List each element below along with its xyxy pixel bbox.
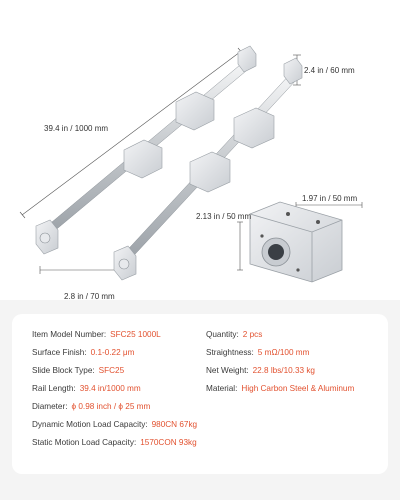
spec-block-type: Slide Block Type: SFC25 bbox=[32, 366, 125, 375]
support-height-label: 2.4 in / 60 mm bbox=[304, 66, 355, 75]
spec-rail-length: Rail Length: 39.4 in/1000 mm bbox=[32, 384, 141, 393]
spec-panel bbox=[12, 314, 388, 474]
end-support-right bbox=[284, 58, 302, 84]
spec-static-load: Static Motion Load Capacity: 1570CON 93kg bbox=[32, 438, 197, 447]
spec-material: Material: High Carbon Steel & Aluminum bbox=[206, 384, 355, 393]
slide-block-closeup bbox=[250, 202, 342, 282]
spec-straightness: Straightness: 5 mΩ/100 mm bbox=[206, 348, 310, 357]
spec-dynamic-load: Dynamic Motion Load Capacity: 980CN 67kg bbox=[32, 420, 198, 429]
spec-surface: Surface Finish: 0.1-0.22 μm bbox=[32, 348, 135, 357]
end-support-right bbox=[238, 46, 256, 72]
spec-diameter: Diameter: ϕ 0.98 inch / ϕ 25 mm bbox=[32, 402, 151, 411]
slide-block bbox=[234, 108, 274, 148]
slide-block bbox=[176, 92, 214, 130]
spec-net-weight: Net Weight: 22.8 lbs/10.33 kg bbox=[206, 366, 315, 375]
block-height-label: 2.13 in / 50 mm bbox=[196, 212, 252, 221]
spec-quantity: Quantity: 2 pcs bbox=[206, 330, 263, 339]
block-width-label: 1.97 in / 50 mm bbox=[302, 194, 358, 203]
slide-block bbox=[190, 152, 230, 192]
rail-length-label: 39.4 in / 1000 mm bbox=[44, 124, 109, 133]
spec-model: Item Model Number: SFC25 1000L bbox=[32, 330, 161, 339]
rail-spacing-label: 2.8 in / 70 mm bbox=[64, 292, 115, 301]
slide-block bbox=[124, 140, 162, 178]
